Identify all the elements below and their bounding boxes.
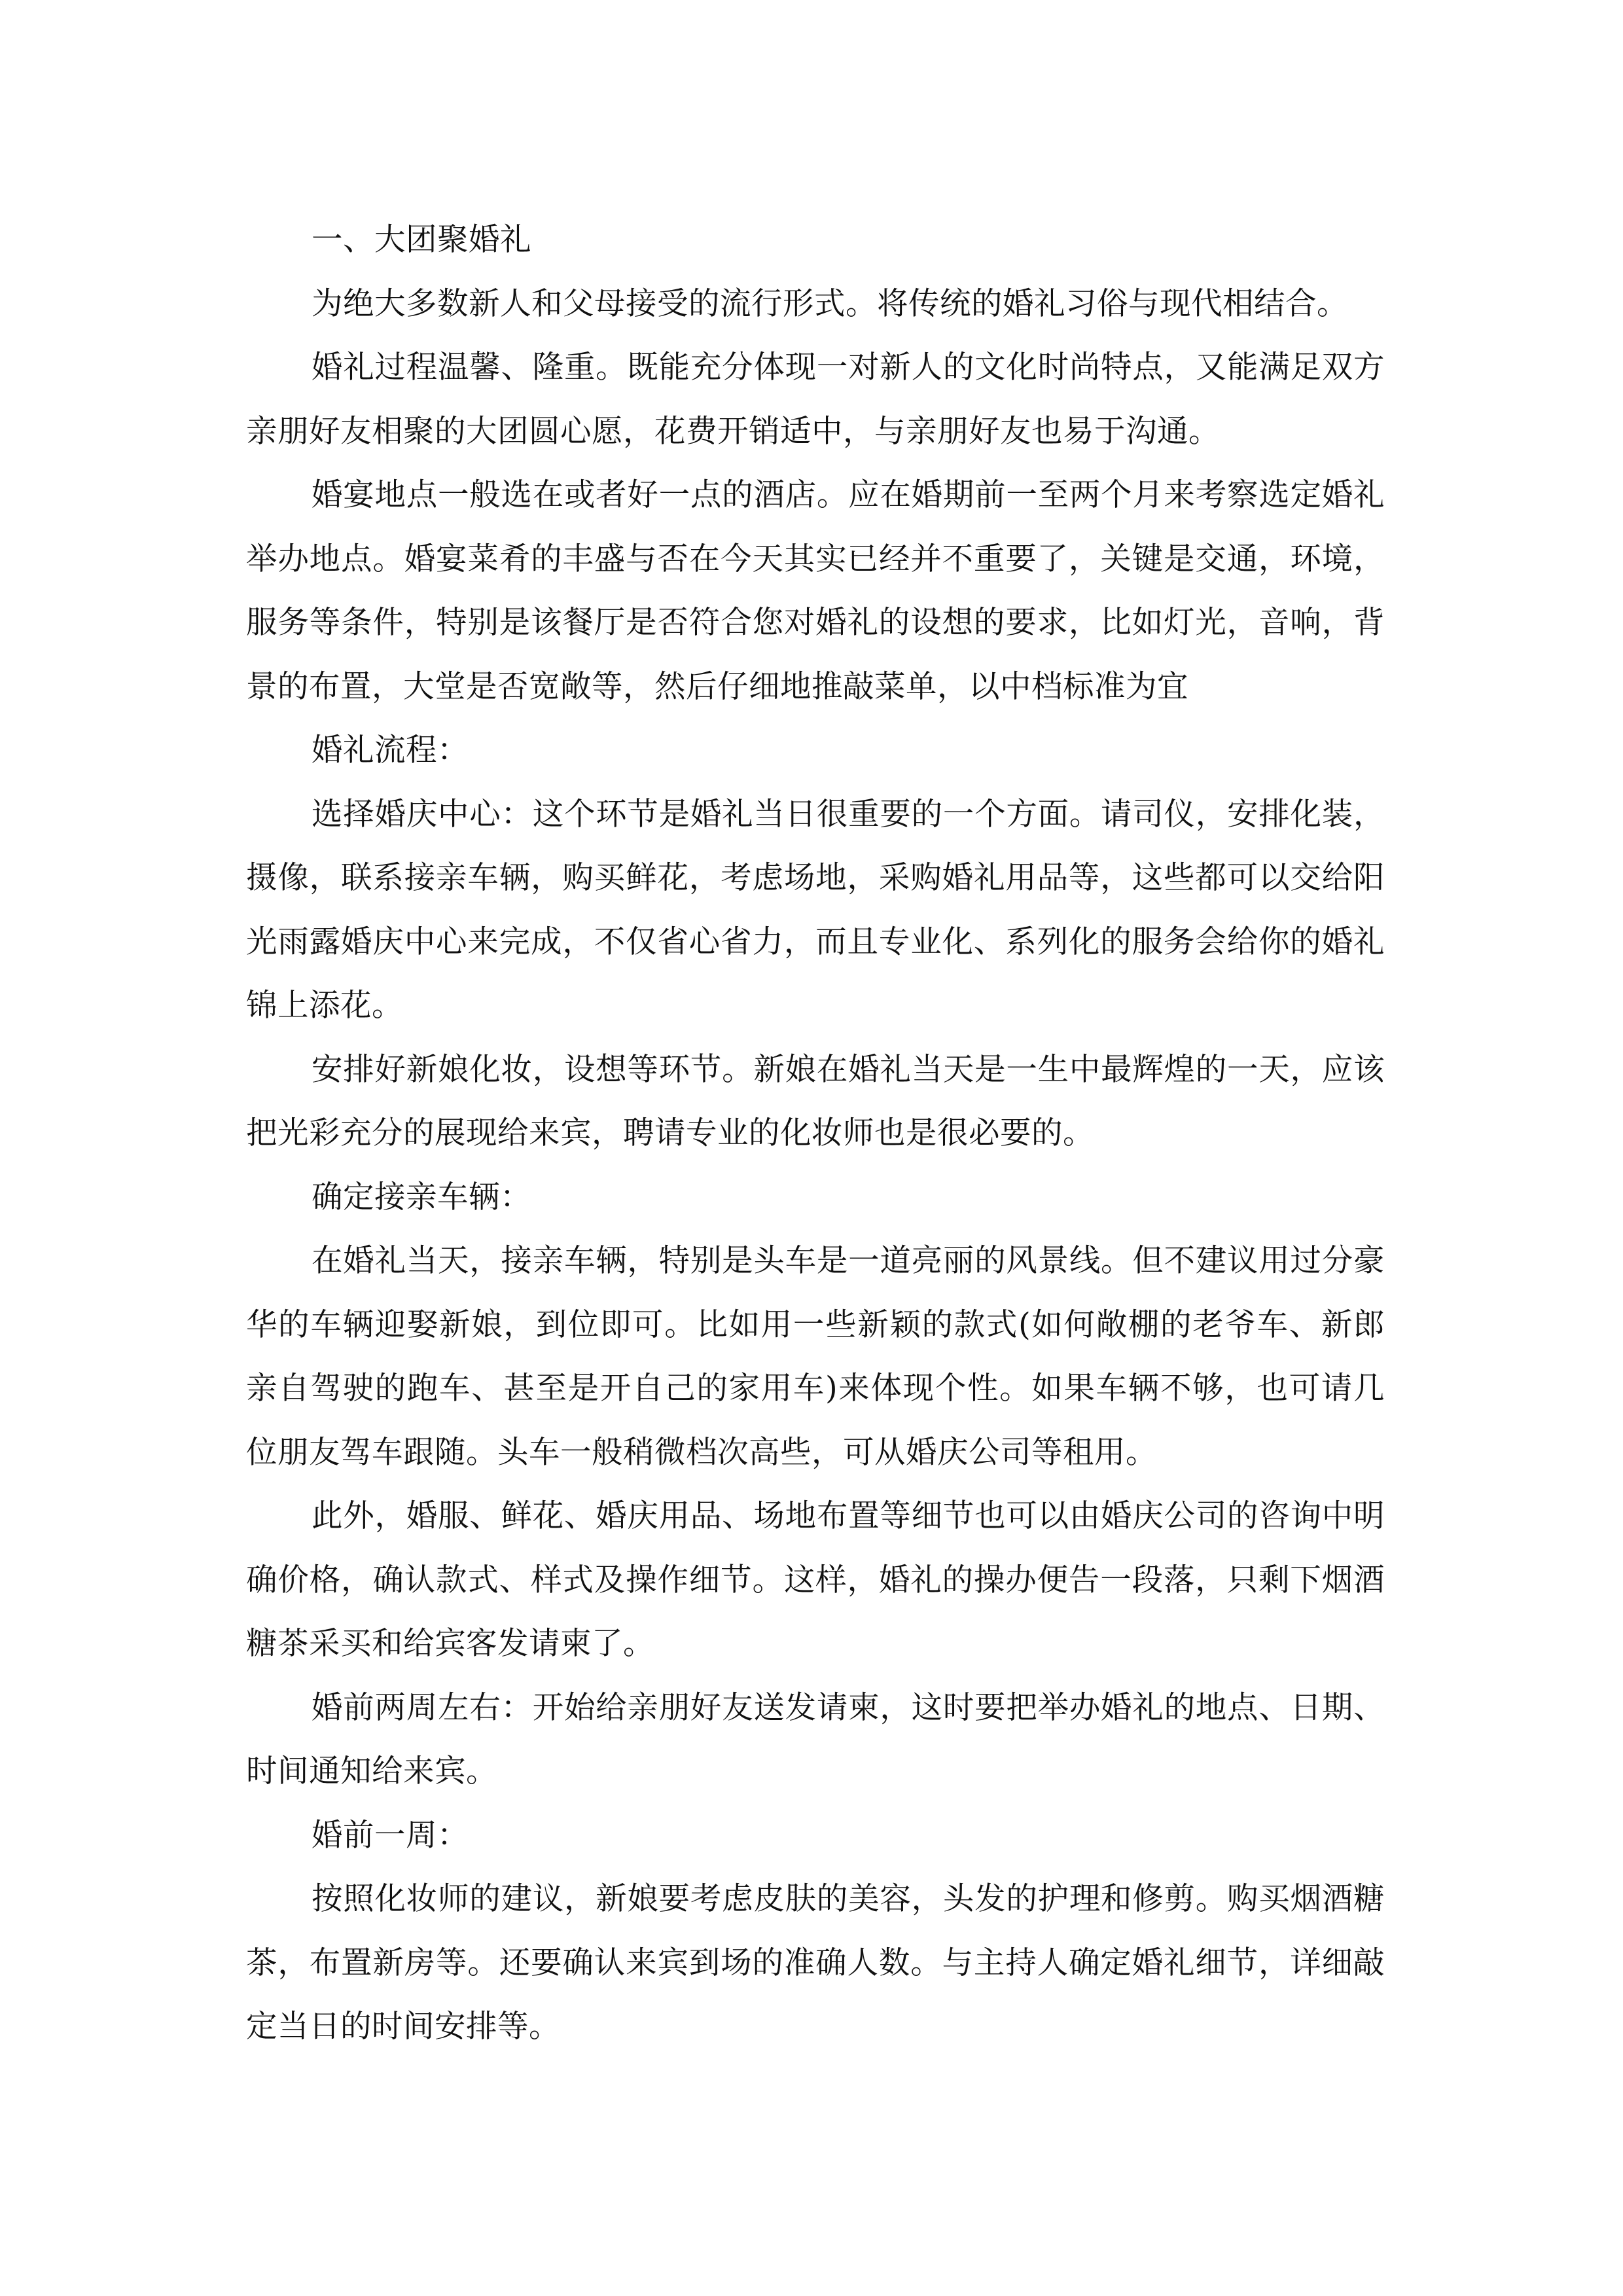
paragraph: 婚前两周左右：开始给亲朋好友送发请柬，这时要把举办婚礼的地点、日期、时间通知给来宾。 <box>246 1689 1385 1789</box>
paragraph: 婚礼过程温馨、隆重。既能充分体现一对新人的文化时尚特点，又能满足双方亲朋好友相聚的大团圆心愿，花费开销适中，与亲朋好友也易于沟通。 <box>246 350 1385 450</box>
section-heading: 一、大团聚婚礼 <box>312 222 531 258</box>
paragraph: 安排好新娘化妆，设想等环节。新娘在婚礼当天是一生中最辉煌的一天，应该把光彩充分的展现给来宾，聘请专业的化妆师也是很必要的。 <box>246 1051 1385 1151</box>
paragraph: 选择婚庆中心：这个环节是婚礼当日很重要的一个方面。请司仪，安排化装，摄像，联系接亲车辆，购买鲜花，考虑场地，采购婚礼用品等，这些都可以交给阳光雨露婚庆中心来完成，不仅省心省力，而且专业化、系列化的服务会给你的婚礼锦上添花。 <box>246 796 1385 1024</box>
document-body <box>246 208 1385 2059</box>
paragraph: 在婚礼当天，接亲车辆，特别是头车是一道亮丽的风景线。但不建议用过分豪华的车辆迎娶新娘，到位即可。比如用一些新颖的款式(如何敞棚的老爷车、新郎亲自驾驶的跑车、甚至是开自己的家用车)来体现个性。如果车辆不够，也可请几位朋友驾车跟随。头车一般稍微档次高些，可从婚庆公司等租用。 <box>246 1243 1385 1471</box>
subheading: 婚礼流程： <box>312 732 469 768</box>
paragraph: 为绝大多数新人和父母接受的流行形式。将传统的婚礼习俗与现代相结合。 <box>312 285 1348 322</box>
subheading: 确定接亲车辆： <box>312 1179 531 1215</box>
paragraph: 此外，婚服、鲜花、婚庆用品、场地布置等细节也可以由婚庆公司的咨询中明确价格，确认款式、样式及操作细节。这样，婚礼的操办便告一段落，只剩下烟酒糖茶采买和给宾客发请柬了。 <box>246 1498 1385 1662</box>
paragraph: 婚宴地点一般选在或者好一点的酒店。应在婚期前一至两个月来考察选定婚礼举办地点。婚宴菜肴的丰盛与否在今天其实已经并不重要了，关键是交通，环境，服务等条件，特别是该餐厅是否符合您对婚礼的设想的要求，比如灯光，音响，背景的布置，大堂是否宽敞等，然后仔细地推敲菜单，以中档标准为宜 <box>246 477 1385 705</box>
paragraph: 按照化妆师的建议，新娘要考虑皮肤的美容，头发的护理和修剪。购买烟酒糖茶，布置新房等。还要确认来宾到场的准确人数。与主持人确定婚礼细节，详细敲定当日的时间安排等。 <box>246 1881 1385 2045</box>
subheading: 婚前一周： <box>312 1817 469 1854</box>
